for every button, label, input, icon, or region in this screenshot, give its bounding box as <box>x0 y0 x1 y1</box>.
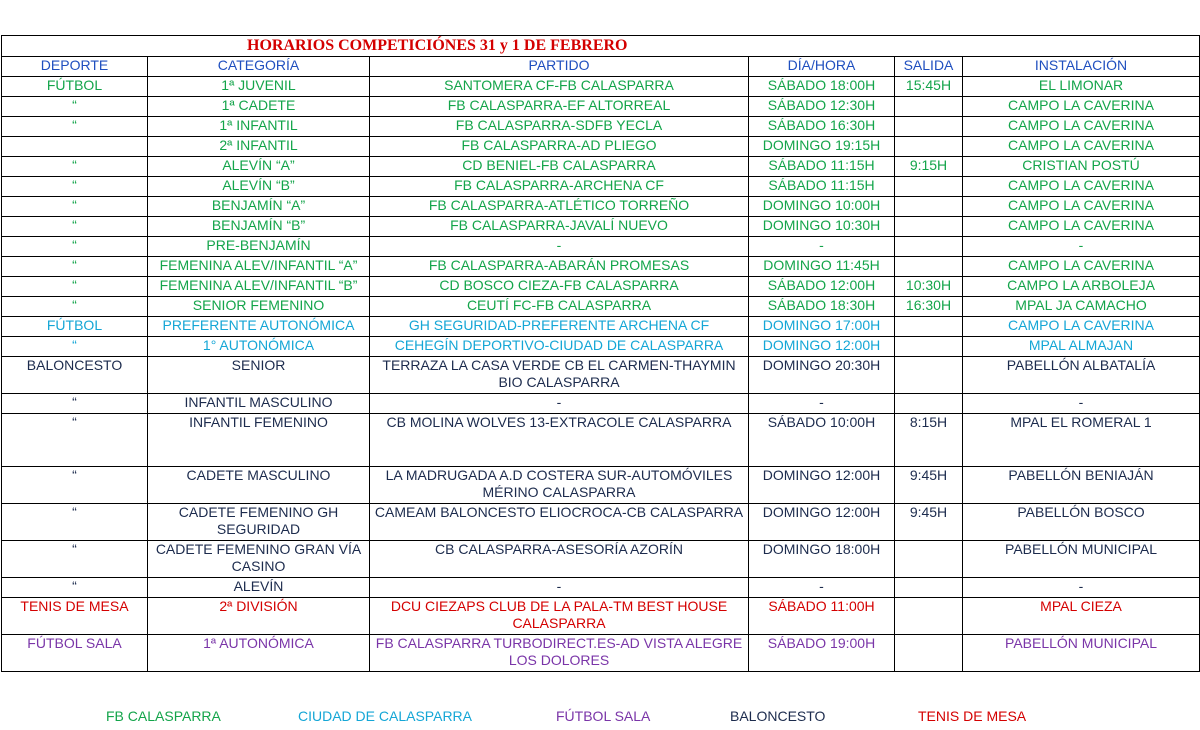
cell-instalacion: MPAL JA CAMACHO <box>963 297 1200 317</box>
cell-deporte: “ <box>2 394 148 414</box>
cell-partido: - <box>370 394 749 414</box>
table-row <box>2 394 1200 414</box>
cell-instalacion: - <box>963 394 1200 414</box>
cell-deporte: BALONCESTO <box>2 357 148 394</box>
cell-dia: SÁBADO 16:30H <box>749 117 895 137</box>
cell-deporte: “ <box>2 257 148 277</box>
header-deporte: DEPORTE <box>2 57 148 77</box>
cell-instalacion: CRISTIAN POSTÚ <box>963 157 1200 177</box>
cell-dia: SÁBADO 12:00H <box>749 277 895 297</box>
header-salida: SALIDA <box>895 57 963 77</box>
cell-partido: FB CALASPARRA-ABARÁN PROMESAS <box>370 257 749 277</box>
legend-futbol-sala: FÚTBOL SALA <box>556 708 651 724</box>
cell-salida <box>895 197 963 217</box>
cell-deporte: FÚTBOL <box>2 77 148 97</box>
schedule-table <box>1 35 1200 672</box>
cell-categoria: FEMENINA ALEV/INFANTIL “B” <box>148 277 370 297</box>
cell-salida <box>895 541 963 578</box>
cell-dia: SÁBADO 11:15H <box>749 157 895 177</box>
cell-categoria: INFANTIL FEMENINO <box>148 414 370 467</box>
table-row <box>2 277 1200 297</box>
cell-dia: DOMINGO 20:30H <box>749 357 895 394</box>
cell-partido: CB CALASPARRA-ASESORÍA AZORÍN <box>370 541 749 578</box>
cell-categoria: SENIOR <box>148 357 370 394</box>
cell-dia: DOMINGO 12:00H <box>749 337 895 357</box>
cell-categoria: CADETE FEMENINO GH SEGURIDAD <box>148 504 370 541</box>
cell-deporte: “ <box>2 337 148 357</box>
cell-instalacion: PABELLÓN BENIAJÁN <box>963 467 1200 504</box>
cell-categoria: BENJAMÍN “A” <box>148 197 370 217</box>
cell-partido: TERRAZA LA CASA VERDE CB EL CARMEN-THAYMIN BIO CALASPARRA <box>370 357 749 394</box>
cell-dia: - <box>749 237 895 257</box>
table-row <box>2 467 1200 504</box>
cell-deporte: FÚTBOL <box>2 317 148 337</box>
cell-categoria: 1ª CADETE <box>148 97 370 117</box>
table-row <box>2 77 1200 97</box>
cell-dia: SÁBADO 19:00H <box>749 635 895 672</box>
cell-categoria: 1° AUTONÓMICA <box>148 337 370 357</box>
table-row <box>2 598 1200 635</box>
cell-dia: DOMINGO 17:00H <box>749 317 895 337</box>
cell-deporte: “ <box>2 117 148 137</box>
cell-categoria: FEMENINA ALEV/INFANTIL “A” <box>148 257 370 277</box>
cell-deporte: “ <box>2 157 148 177</box>
table-row <box>2 504 1200 541</box>
header-partido: PARTIDO <box>370 57 749 77</box>
cell-categoria: 1ª AUTONÓMICA <box>148 635 370 672</box>
cell-deporte: “ <box>2 217 148 237</box>
cell-salida: 9:15H <box>895 157 963 177</box>
legend-baloncesto: BALONCESTO <box>730 708 826 724</box>
cell-deporte: “ <box>2 504 148 541</box>
cell-categoria: ALEVÍN <box>148 578 370 598</box>
cell-dia: SÁBADO 18:00H <box>749 77 895 97</box>
cell-partido: - <box>370 237 749 257</box>
cell-instalacion: PABELLÓN BOSCO <box>963 504 1200 541</box>
cell-dia: SÁBADO 10:00H <box>749 414 895 467</box>
cell-instalacion: EL LIMONAR <box>963 77 1200 97</box>
cell-dia: SÁBADO 12:30H <box>749 97 895 117</box>
cell-instalacion: PABELLÓN MUNICIPAL <box>963 541 1200 578</box>
cell-instalacion: MPAL ALMAJAN <box>963 337 1200 357</box>
cell-salida <box>895 337 963 357</box>
cell-salida: 9:45H <box>895 467 963 504</box>
legend-tenis-de-mesa: TENIS DE MESA <box>918 708 1027 724</box>
cell-salida: 15:45H <box>895 77 963 97</box>
table-row <box>2 357 1200 394</box>
cell-categoria: 1ª INFANTIL <box>148 117 370 137</box>
cell-partido: FB CALASPARRA-ARCHENA CF <box>370 177 749 197</box>
cell-dia: SÁBADO 11:00H <box>749 598 895 635</box>
cell-dia: DOMINGO 12:00H <box>749 467 895 504</box>
cell-partido: - <box>370 578 749 598</box>
table-row <box>2 257 1200 277</box>
cell-instalacion: CAMPO LA CAVERINA <box>963 197 1200 217</box>
cell-dia: DOMINGO 10:30H <box>749 217 895 237</box>
cell-instalacion: - <box>963 237 1200 257</box>
table-row <box>2 97 1200 117</box>
cell-categoria: PREFERENTE AUTONÓMICA <box>148 317 370 337</box>
cell-categoria: CADETE FEMENINO GRAN VÍA CASINO <box>148 541 370 578</box>
cell-partido: CAMEAM BALONCESTO ELIOCROCA-CB CALASPARRA <box>370 504 749 541</box>
cell-dia: SÁBADO 18:30H <box>749 297 895 317</box>
cell-categoria: 2ª DIVISIÓN <box>148 598 370 635</box>
header-instalacion: INSTALACIÓN <box>963 57 1200 77</box>
header-dia-hora: DÍA/HORA <box>749 57 895 77</box>
cell-instalacion: CAMPO LA CAVERINA <box>963 257 1200 277</box>
table-row <box>2 117 1200 137</box>
table-row <box>2 578 1200 598</box>
cell-partido: CEHEGÍN DEPORTIVO-CIUDAD DE CALASPARRA <box>370 337 749 357</box>
cell-partido: CD BOSCO CIEZA-FB CALASPARRA <box>370 277 749 297</box>
cell-dia: - <box>749 578 895 598</box>
cell-deporte: “ <box>2 97 148 117</box>
table-row <box>2 157 1200 177</box>
cell-deporte: “ <box>2 237 148 257</box>
cell-dia: DOMINGO 12:00H <box>749 504 895 541</box>
header-categoria: CATEGORÍA <box>148 57 370 77</box>
table-row <box>2 197 1200 217</box>
legend-fb-calasparra: FB CALASPARRA <box>106 708 221 724</box>
cell-salida <box>895 257 963 277</box>
cell-deporte: “ <box>2 277 148 297</box>
cell-salida <box>895 117 963 137</box>
cell-salida <box>895 578 963 598</box>
cell-salida: 10:30H <box>895 277 963 297</box>
cell-partido: CEUTÍ FC-FB CALASPARRA <box>370 297 749 317</box>
schedule-sheet <box>0 35 1200 672</box>
cell-instalacion: MPAL CIEZA <box>963 598 1200 635</box>
table-row <box>2 337 1200 357</box>
cell-salida <box>895 394 963 414</box>
table-row <box>2 414 1200 467</box>
title-row <box>2 36 1200 57</box>
cell-salida <box>895 217 963 237</box>
table-row <box>2 317 1200 337</box>
cell-salida <box>895 177 963 197</box>
cell-dia: DOMINGO 19:15H <box>749 137 895 157</box>
table-row <box>2 177 1200 197</box>
cell-dia: SÁBADO 11:15H <box>749 177 895 197</box>
cell-partido: FB CALASPARRA-AD PLIEGO <box>370 137 749 157</box>
cell-dia: - <box>749 394 895 414</box>
cell-categoria: BENJAMÍN “B” <box>148 217 370 237</box>
cell-instalacion: CAMPO LA CAVERINA <box>963 117 1200 137</box>
cell-instalacion: CAMPO LA CAVERINA <box>963 317 1200 337</box>
cell-partido: FB CALASPARRA-SDFB YECLA <box>370 117 749 137</box>
cell-deporte: “ <box>2 578 148 598</box>
cell-salida: 16:30H <box>895 297 963 317</box>
cell-categoria: SENIOR FEMENINO <box>148 297 370 317</box>
cell-instalacion: CAMPO LA CAVERINA <box>963 177 1200 197</box>
table-row <box>2 635 1200 672</box>
cell-partido: FB CALASPARRA TURBODIRECT.ES-AD VISTA ALEGRE LOS DOLORES <box>370 635 749 672</box>
cell-salida <box>895 357 963 394</box>
cell-deporte: TENIS DE MESA <box>2 598 148 635</box>
table-row <box>2 217 1200 237</box>
cell-deporte: “ <box>2 297 148 317</box>
cell-salida: 9:45H <box>895 504 963 541</box>
cell-categoria: PRE-BENJAMÍN <box>148 237 370 257</box>
cell-partido: FB CALASPARRA-JAVALÍ NUEVO <box>370 217 749 237</box>
cell-salida <box>895 598 963 635</box>
table-row <box>2 541 1200 578</box>
cell-salida: 8:15H <box>895 414 963 467</box>
cell-partido: GH SEGURIDAD-PREFERENTE ARCHENA CF <box>370 317 749 337</box>
cell-partido: CB MOLINA WOLVES 13-EXTRACOLE CALASPARRA <box>370 414 749 467</box>
legend-ciudad-de-calasparra: CIUDAD DE CALASPARRA <box>298 708 473 724</box>
cell-instalacion: CAMPO LA CAVERINA <box>963 137 1200 157</box>
color-legend <box>0 708 1200 728</box>
cell-instalacion: PABELLÓN MUNICIPAL <box>963 635 1200 672</box>
cell-partido: SANTOMERA CF-FB CALASPARRA <box>370 77 749 97</box>
cell-categoria: 1ª JUVENIL <box>148 77 370 97</box>
cell-partido: FB CALASPARRA-EF ALTORREAL <box>370 97 749 117</box>
cell-deporte: FÚTBOL SALA <box>2 635 148 672</box>
cell-salida <box>895 317 963 337</box>
cell-deporte: “ <box>2 541 148 578</box>
cell-categoria: CADETE MASCULINO <box>148 467 370 504</box>
cell-deporte: “ <box>2 467 148 504</box>
cell-instalacion: CAMPO LA CAVERINA <box>963 217 1200 237</box>
cell-instalacion: MPAL EL ROMERAL 1 <box>963 414 1200 467</box>
cell-dia: DOMINGO 10:00H <box>749 197 895 217</box>
table-row <box>2 137 1200 157</box>
cell-categoria: 2ª INFANTIL <box>148 137 370 157</box>
cell-salida <box>895 97 963 117</box>
cell-categoria: INFANTIL MASCULINO <box>148 394 370 414</box>
cell-categoria: ALEVÍN “A” <box>148 157 370 177</box>
cell-instalacion: CAMPO LA CAVERINA <box>963 97 1200 117</box>
page-title: HORARIOS COMPETICIÓNES 31 y 1 DE FEBRERO <box>2 36 1200 57</box>
cell-salida <box>895 137 963 157</box>
cell-deporte: “ <box>2 414 148 467</box>
cell-deporte <box>2 137 148 157</box>
header-row <box>2 57 1200 77</box>
cell-instalacion: PABELLÓN ALBATALÍA <box>963 357 1200 394</box>
table-row <box>2 297 1200 317</box>
cell-partido: LA MADRUGADA A.D COSTERA SUR-AUTOMÓVILES MÉRINO CALASPARRA <box>370 467 749 504</box>
cell-partido: DCU CIEZAPS CLUB DE LA PALA-TM BEST HOUSE CALASPARRA <box>370 598 749 635</box>
cell-instalacion: - <box>963 578 1200 598</box>
table-row <box>2 237 1200 257</box>
cell-deporte: “ <box>2 197 148 217</box>
cell-deporte: “ <box>2 177 148 197</box>
cell-partido: CD BENIEL-FB CALASPARRA <box>370 157 749 177</box>
cell-dia: DOMINGO 18:00H <box>749 541 895 578</box>
cell-instalacion: CAMPO LA ARBOLEJA <box>963 277 1200 297</box>
cell-categoria: ALEVÍN “B” <box>148 177 370 197</box>
cell-salida <box>895 237 963 257</box>
cell-partido: FB CALASPARRA-ATLÉTICO TORREÑO <box>370 197 749 217</box>
cell-dia: DOMINGO 11:45H <box>749 257 895 277</box>
cell-salida <box>895 635 963 672</box>
